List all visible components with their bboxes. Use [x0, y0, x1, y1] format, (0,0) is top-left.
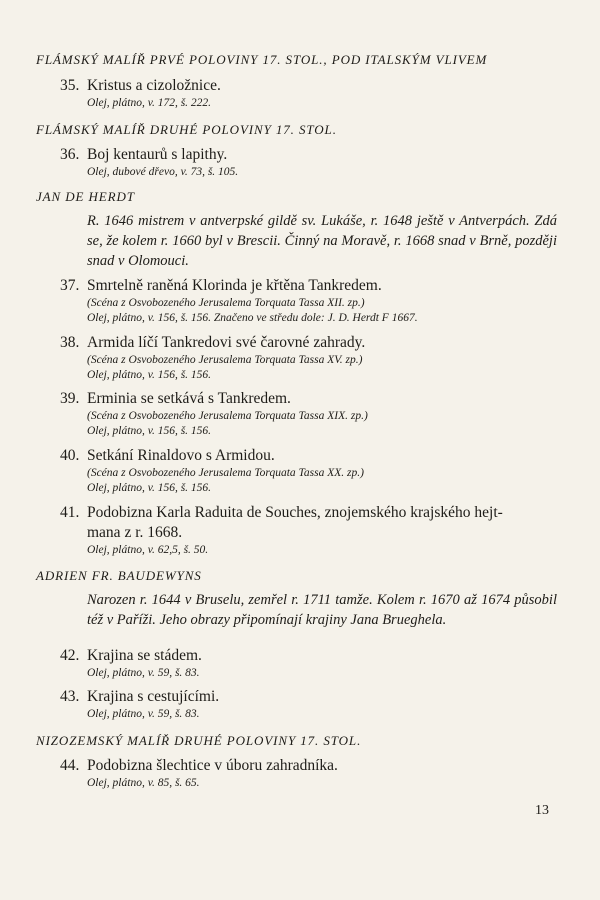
section-heading: JAN DE HERDT	[36, 189, 135, 204]
item-title-continuation: mana z r. 1668.	[87, 524, 183, 541]
item-description: (Scéna z Osvobozeného Jerusalema Torquata Tassa XIX. zp.)	[87, 410, 368, 422]
section-heading: FLÁMSKÝ MALÍŘ PRVÉ POLOVINY 17. STOL., POD ITALSKÝM VLIVEM	[36, 52, 488, 67]
catalog-item	[60, 389, 560, 439]
item-title-text: Armida líčí Tankredovi své čarovné zahrady.	[87, 334, 366, 351]
section-heading: ADRIEN FR. BAUDEWYNS	[36, 568, 202, 583]
section-heading: FLÁMSKÝ MALÍŘ DRUHÉ POLOVINY 17. STOL.	[36, 122, 337, 137]
item-title-text: Krajina s cestujícími.	[87, 688, 220, 705]
artist-biography: Narozen r. 1644 v Bruselu, zemřel r. 1711 tamže. Kolem r. 1670 až 1674 působil též v Paříži. Jeho obrazy připomínají krajiny Jana Brueghela.	[87, 592, 557, 628]
item-number: 41.	[60, 504, 80, 521]
item-title-text: Setkání Rinaldovo s Armidou.	[87, 447, 275, 464]
page-number: 13	[535, 803, 549, 818]
item-description: Olej, plátno, v. 62,5, š. 50.	[87, 544, 209, 556]
item-description: (Scéna z Osvobozeného Jerusalema Torquata Tassa XV. zp.)	[87, 354, 363, 366]
item-description: (Scéna z Osvobozeného Jerusalema Torquata Tassa XII. zp.)	[87, 297, 365, 309]
item-number: 37.	[60, 277, 80, 294]
catalog-item	[60, 646, 560, 681]
item-title-text: Boj kentaurů s lapithy.	[87, 146, 228, 163]
item-title	[60, 145, 560, 165]
item-title	[60, 756, 560, 776]
item-description: Olej, plátno, v. 59, š. 83.	[87, 708, 200, 720]
item-description: Olej, plátno, v. 85, š. 65.	[87, 777, 200, 789]
item-title	[60, 276, 560, 296]
item-title	[60, 389, 560, 409]
item-number: 43.	[60, 688, 80, 705]
artist-biography: R. 1646 mistrem v antverpské gildě sv. Lukáše, r. 1648 ještě v Antverpách. Zdá se, že kolem r. 1660 byl v Brescii. Činný na Moravě, r. 1668 snad v Brně, později snad v Olomouci.	[87, 213, 557, 269]
catalog-item	[60, 756, 560, 791]
catalog-item	[60, 145, 560, 180]
item-title-text: Kristus a cizoložnice.	[87, 77, 221, 94]
section-heading: NIZOZEMSKÝ MALÍŘ DRUHÉ POLOVINY 17. STOL.	[36, 733, 362, 748]
item-description: Olej, plátno, v. 156, š. 156.	[87, 482, 212, 494]
item-title-text: Erminia se setkává s Tankredem.	[87, 390, 291, 407]
catalog-item	[60, 333, 560, 383]
item-number: 36.	[60, 146, 80, 163]
item-description: Olej, dubové dřevo, v. 73, š. 105.	[87, 166, 239, 178]
item-description: Olej, plátno, v. 59, š. 83.	[87, 667, 200, 679]
item-title-text: Podobizna Karla Raduita de Souches, znojemského krajského hejt-	[87, 504, 503, 521]
item-title	[60, 333, 560, 353]
item-number: 38.	[60, 334, 80, 351]
item-number: 44.	[60, 757, 80, 774]
item-number: 40.	[60, 447, 80, 464]
item-number: 42.	[60, 647, 80, 664]
catalog-item	[60, 446, 560, 496]
catalog-item	[60, 276, 560, 326]
item-title	[60, 76, 560, 96]
item-title	[60, 446, 560, 466]
item-description: (Scéna z Osvobozeného Jerusalema Torquata Tassa XX. zp.)	[87, 467, 364, 479]
item-description: Olej, plátno, v. 172, š. 222.	[87, 97, 212, 109]
item-title-text: Krajina se stádem.	[87, 647, 202, 664]
catalog-item	[60, 76, 560, 111]
item-number: 35.	[60, 77, 80, 94]
item-title-text: Podobizna šlechtice v úboru zahradníka.	[87, 757, 338, 774]
item-description: Olej, plátno, v. 156, š. 156. Značeno ve středu dole: J. D. Herdt F 1667.	[87, 312, 418, 324]
item-title	[60, 503, 560, 523]
catalog-item	[60, 687, 560, 722]
item-description: Olej, plátno, v. 156, š. 156.	[87, 425, 212, 437]
item-title	[60, 646, 560, 666]
catalog-item	[60, 503, 560, 558]
item-title	[60, 687, 560, 707]
item-number: 39.	[60, 390, 80, 407]
item-title-text: Smrtelně raněná Klorinda je křtěna Tankredem.	[87, 277, 382, 294]
item-description: Olej, plátno, v. 156, š. 156.	[87, 369, 212, 381]
